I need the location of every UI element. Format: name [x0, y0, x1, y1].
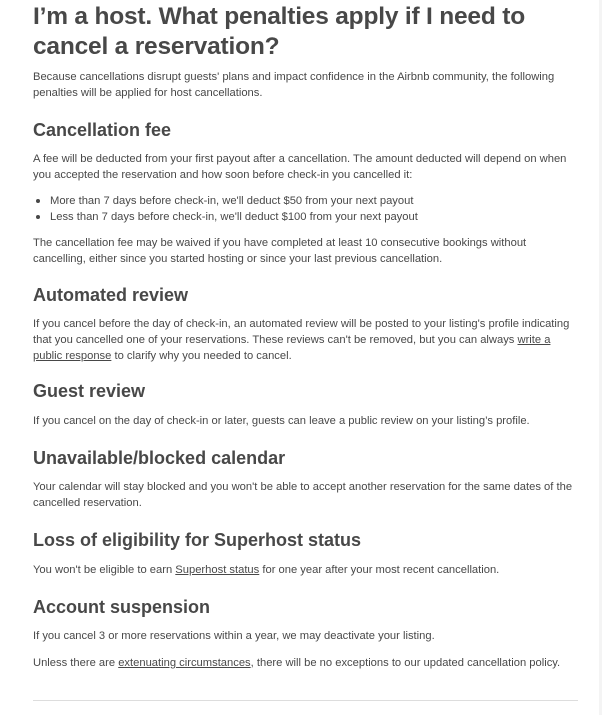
blocked-calendar-heading: Unavailable/blocked calendar — [33, 448, 286, 468]
write-public-response-link[interactable]: write a public response — [33, 334, 551, 362]
article-intro: Because cancellations disrupt guests' plans and impact confidence in the Airbnb community, the following penalties will be applied for host cancellations. — [33, 71, 555, 99]
superhost-heading: Loss of eligibility for Superhost status — [33, 530, 362, 550]
suspension-note-before: Unless there are — [33, 657, 119, 669]
account-suspension-text: If you cancel 3 or more reservations within a year, we may deactivate your listing. — [33, 630, 435, 642]
footer-divider — [33, 700, 578, 701]
list-item — [33, 209, 578, 225]
guest-review-heading: Guest review — [33, 381, 146, 401]
list-item-text: Less than 7 days before check-in, we'll deduct $100 from your next payout — [50, 211, 418, 223]
article-title: I’m a host. What penalties apply if I need to cancel a reservation? — [33, 3, 525, 60]
cancellation-fee-text: A fee will be deducted from your first payout after a cancellation. The amount deducted will depend on when you accepted the reservation and how soon before check-in you cancelled it: — [33, 153, 567, 181]
suspension-note-after: , there will be no exceptions to our updated cancellation policy. — [250, 657, 561, 669]
cancellation-fee-list — [33, 193, 578, 225]
automated-review-text-after: to clarify why you needed to cancel. — [111, 350, 292, 362]
automated-review-text-before: If you cancel before the day of check-in, an automated review will be posted to your listing's profile indicating that you cancelled one of your reservations. These reviews can't be removed, but you can always — [33, 318, 570, 346]
superhost-text-before: You won't be eligible to earn — [33, 564, 176, 576]
account-suspension-heading: Account suspension — [33, 597, 211, 617]
blocked-calendar-text: Your calendar will stay blocked and you won't be able to accept another reservation for the same dates of the cancelled reservation. — [33, 481, 573, 509]
extenuating-circumstances-link[interactable]: extenuating circumstances — [118, 657, 251, 669]
automated-review-text — [33, 316, 578, 364]
cancellation-fee-heading: Cancellation fee — [33, 120, 172, 140]
automated-review-heading: Automated review — [33, 285, 189, 305]
account-suspension-note — [33, 655, 578, 671]
superhost-status-link[interactable]: Superhost status — [175, 564, 260, 576]
superhost-text — [33, 562, 578, 578]
list-item — [33, 193, 578, 209]
superhost-text-after: for one year after your most recent cancellation. — [259, 564, 500, 576]
bullet-icon — [36, 215, 40, 219]
bullet-icon — [36, 199, 40, 203]
list-item-text: More than 7 days before check-in, we'll deduct $50 from your next payout — [50, 195, 414, 207]
cancellation-fee-note: The cancellation fee may be waived if you have completed at least 10 consecutive bookings without cancelling, either since you started hosting or since your last previous cancellation. — [33, 237, 527, 265]
guest-review-text: If you cancel on the day of check-in or later, guests can leave a public review on your listing’s profile. — [33, 415, 530, 427]
